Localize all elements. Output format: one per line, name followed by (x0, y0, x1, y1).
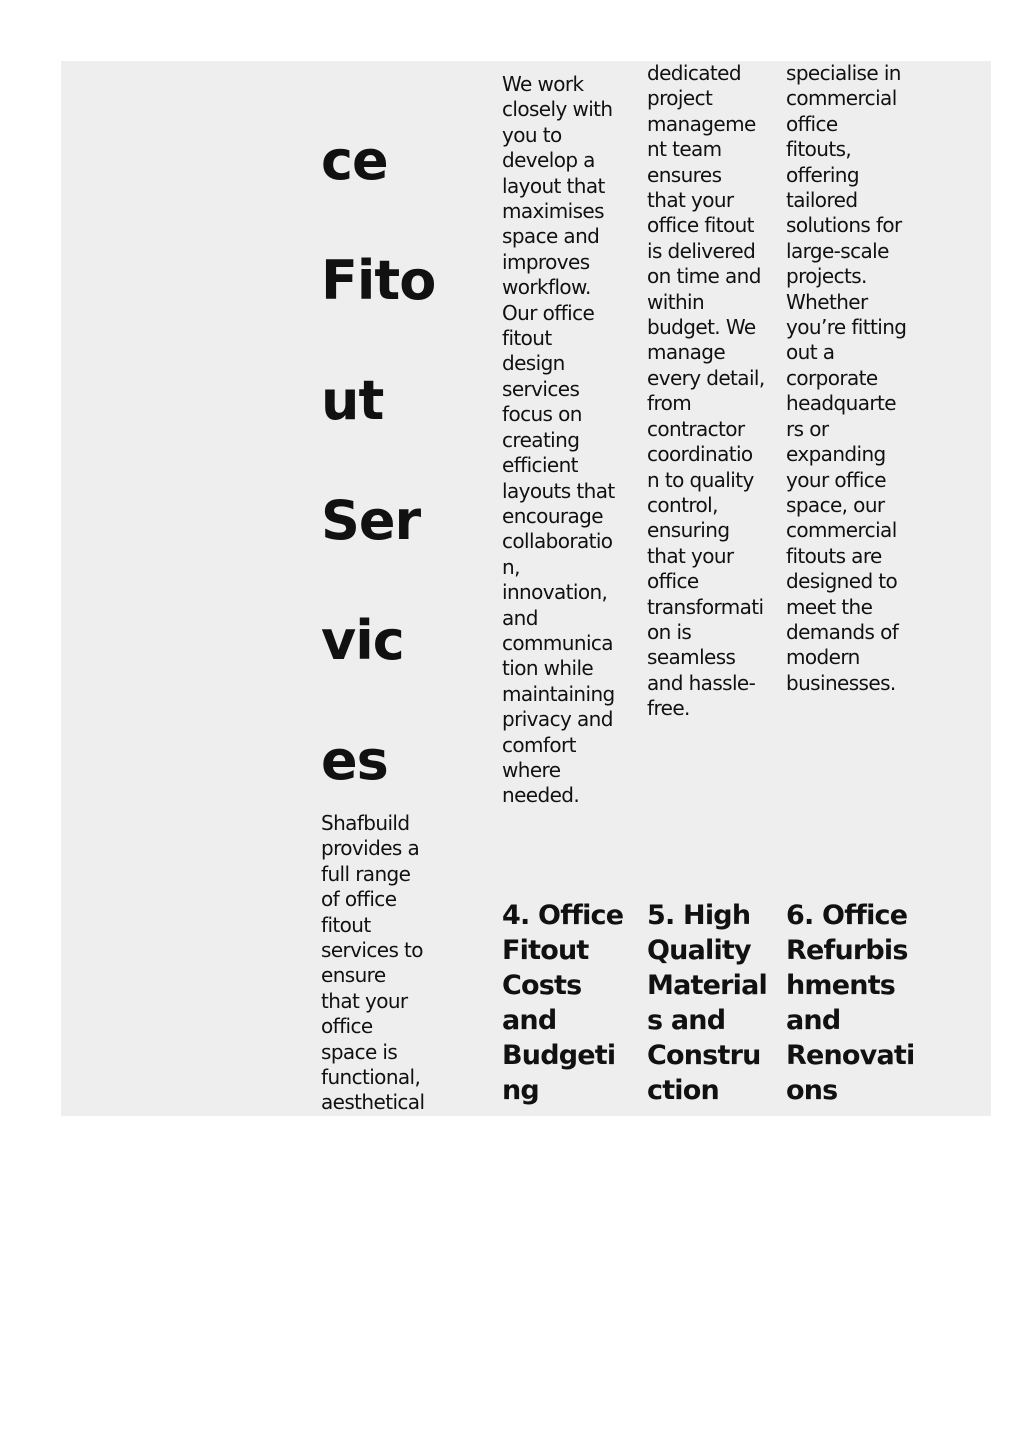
project-management-paragraph: dedicated project manageme nt team ensures that your office fitout is delivered on time and within budget. We manage every detail, from contractor coordinatio n to quality control, ensuring that your office transformati on is seamless and hassle- free. (647, 61, 765, 721)
content-panel (61, 61, 991, 1116)
intro-paragraph: Shafbuild provides a full range of office fitout services to ensure that your office space is functional, aesthetical (321, 811, 425, 1115)
section-heading-materials: 5. High Quality Material s and Constru ction (647, 900, 767, 1106)
commercial-fitouts-paragraph: specialise in commercial office fitouts, offering tailored solutions for large-scale projects. Whether you’re fitting out a corporate headquarte rs or expanding your office space, our commercial fitouts are designed to meet the demands of modern businesses. (786, 61, 907, 695)
layout-design-paragraph: We work closely with you to develop a layout that maximises space and improves workflow. Our office fitout design services focus on creating efficient layouts that encourage collaboratio n, innovation, and communica tion while maintaining privacy and comfort where needed. (502, 72, 615, 808)
section-heading-refurbishments: 6. Office Refurbis hments and Renovati ons (786, 900, 915, 1106)
section-heading-costs: 4. Office Fitout Costs and Budgeti ng (502, 900, 624, 1106)
page-title: ce Fito ut Ser vic es (321, 129, 436, 792)
